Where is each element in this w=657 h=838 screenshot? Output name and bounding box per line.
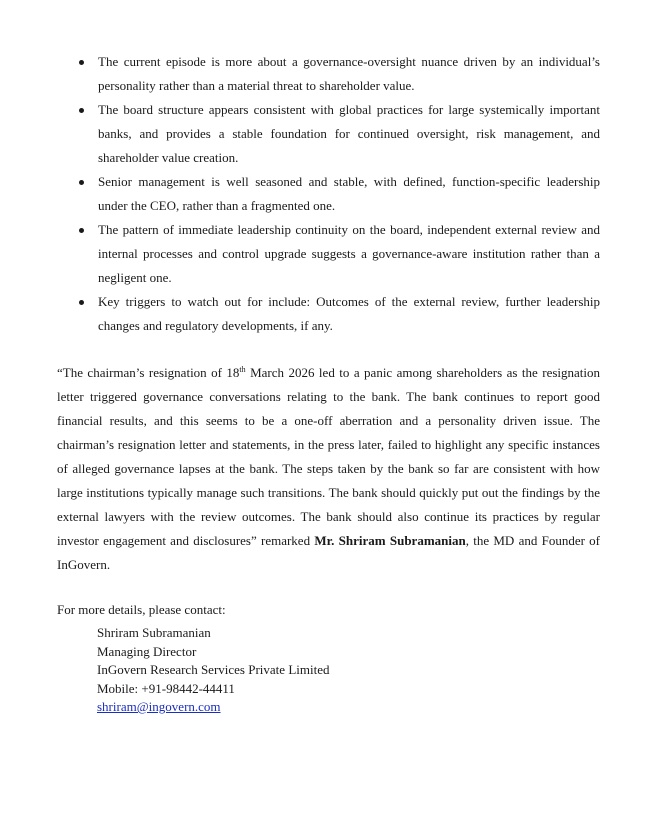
- contact-mobile: Mobile: +91-98442-44411: [97, 680, 235, 696]
- contact-name: Shriram Subramanian: [97, 625, 211, 640]
- ordinal-suffix: th: [239, 365, 246, 374]
- speaker-name: Mr. Shriram Subramanian: [314, 533, 466, 548]
- quote-text-body: March 2026 led to a panic among shareholders as the resignation letter triggered governance conversations relating to the bank. The bank continues to report good financial results, and this seems to be a one-off aberration and a personality driven issue. The chairman’s resignation letter and statements, in the press later, failed to highlight any specific instances of alleged governance lapses at the bank. The steps taken by the bank so far are consistent with how large institutions typically manage such transitions. The bank should quickly put out the findings by the external lawyers with the review outcomes. The bank should also continue its practices by regular investor engagement and disclosures” remarked: [57, 365, 601, 548]
- bullet-item: [78, 170, 600, 218]
- bullet-text: The board structure appears consistent with global practices for large systemically important banks, and provides a stable foundation for continued oversight, risk management, and shareholder value creation.: [98, 102, 600, 165]
- contact-details: [97, 624, 329, 717]
- bullet-icon: [79, 300, 84, 305]
- bullet-item: [78, 290, 600, 338]
- bullet-text: Senior management is well seasoned and stable, with defined, function-specific leadership under the CEO, rather than a fragmented one.: [98, 174, 600, 213]
- contact-email-link[interactable]: shriram@ingovern.com: [97, 699, 221, 714]
- bullet-icon: [79, 228, 84, 233]
- bullet-icon: [79, 60, 84, 65]
- bullet-item: [78, 50, 600, 98]
- quote-text-end: , the MD and Founder of InGovern.: [57, 533, 600, 572]
- bullet-icon: [79, 180, 84, 185]
- bullet-text: The current episode is more about a governance-oversight nuance driven by an individual’s personality rather than a material threat to shareholder value.: [98, 54, 600, 93]
- contact-heading: For more details, please contact:: [57, 602, 226, 617]
- key-points-list: [78, 50, 600, 338]
- bullet-item: [78, 218, 600, 290]
- chairman-quote-paragraph: [57, 361, 600, 577]
- contact-title: Managing Director: [97, 643, 197, 659]
- bullet-item: [78, 98, 600, 170]
- quote-text-start: “The chairman’s resignation of 18: [57, 365, 240, 380]
- contact-company: InGovern Research Services Private Limited: [97, 662, 330, 677]
- bullet-text: The pattern of immediate leadership continuity on the board, independent external review and internal processes and control upgrade suggests a governance-aware institution rather than a negligent one.: [98, 222, 600, 285]
- bullet-icon: [79, 108, 84, 113]
- bullet-text: Key triggers to watch out for include: Outcomes of the external review, further leadership changes and regulatory developments, if any.: [98, 294, 600, 333]
